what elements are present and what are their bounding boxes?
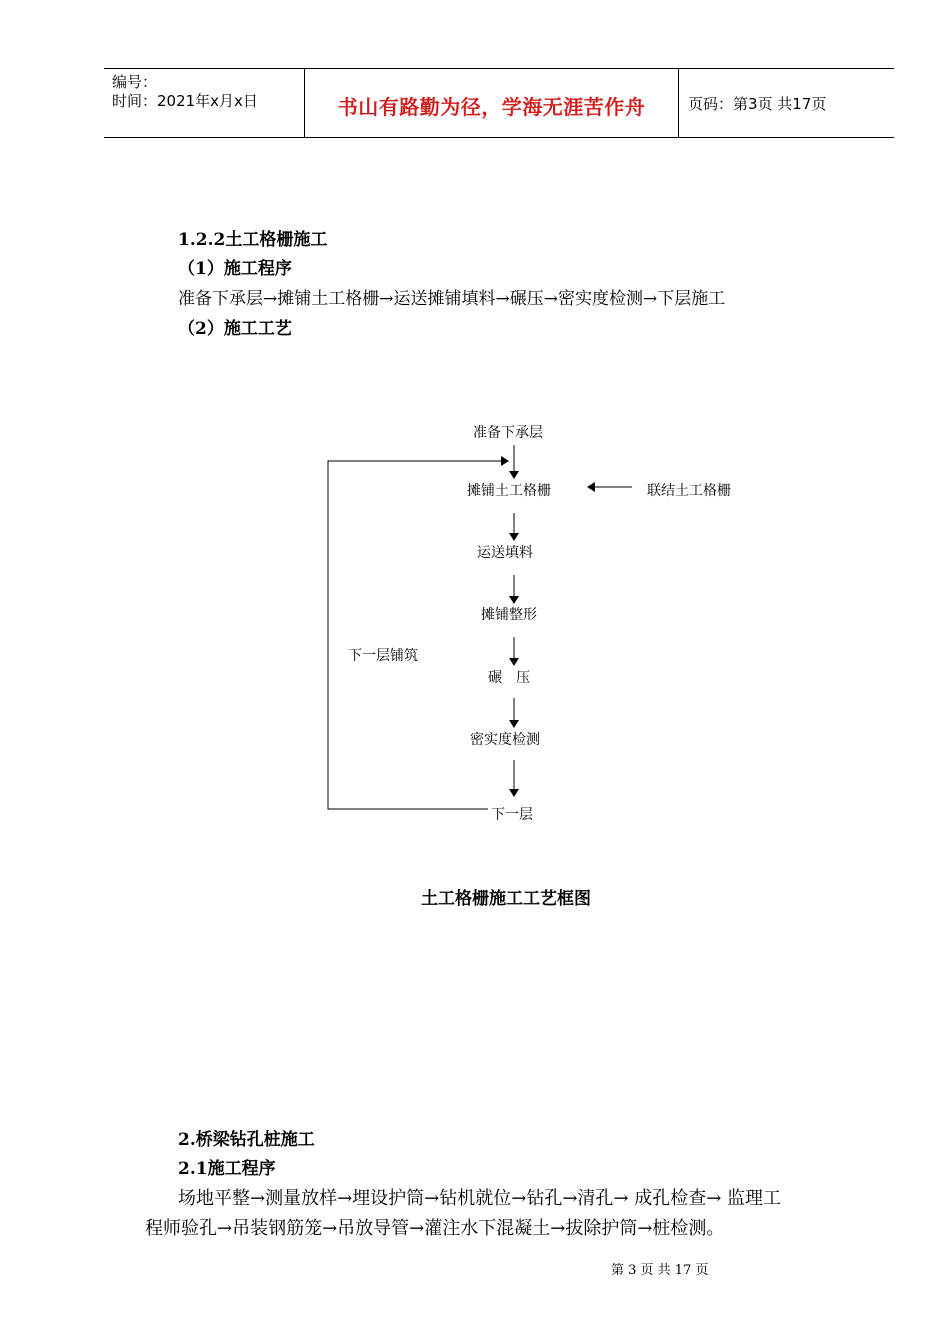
subheading-process: （2）施工工艺 <box>178 319 292 339</box>
section-heading: 1.2.2土工格栅施工 <box>178 230 328 250</box>
flow-node-transport: 运送填料 <box>477 545 533 561</box>
page-footer: 第 3 页 共 17 页 <box>611 1263 709 1278</box>
flow-node-next-layer: 下一层 <box>491 807 533 823</box>
section-2-paragraph-line1: 场地平整→测量放样→埋设护筒→钻机就位→钻孔→清孔→ 成孔检查→ 监理工 <box>178 1188 782 1209</box>
subheading-procedure: （1）施工程序 <box>178 259 292 279</box>
section-2-heading: 2.桥梁钻孔桩施工 <box>178 1130 315 1150</box>
header-motto: 书山有路勤为径，学海无涯苦作舟 <box>337 95 646 119</box>
header-page-info: 页码：第3页 共17页 <box>688 95 827 113</box>
section-2-paragraph-line2: 程师验孔→吊装钢筋笼→吊放导管→灌注水下混凝土→拔除护筒→桩检测。 <box>145 1218 725 1239</box>
doc-time-label: 时间：2021年x月x日 <box>112 92 258 110</box>
flow-node-prepare: 准备下承层 <box>473 425 543 441</box>
loop-line <box>328 461 508 809</box>
flow-node-density-test: 密实度检测 <box>470 732 540 748</box>
flow-node-compact: 碾 压 <box>488 670 530 686</box>
section-2-subheading: 2.1施工程序 <box>178 1159 276 1179</box>
doc-number-label: 编号： <box>112 73 158 91</box>
flow-side-input: 联结土工格栅 <box>647 483 731 499</box>
flow-node-spread: 摊铺整形 <box>481 607 537 623</box>
flowchart-caption: 土工格栅施工工艺框图 <box>421 889 591 909</box>
procedure-text: 准备下承层→摊铺土工格栅→运送摊铺填料→碾压→密实度检测→下层施工 <box>178 289 726 309</box>
flow-loop-label: 下一层铺筑 <box>348 648 418 664</box>
flow-node-lay-geogrid: 摊铺土工格栅 <box>467 483 551 499</box>
